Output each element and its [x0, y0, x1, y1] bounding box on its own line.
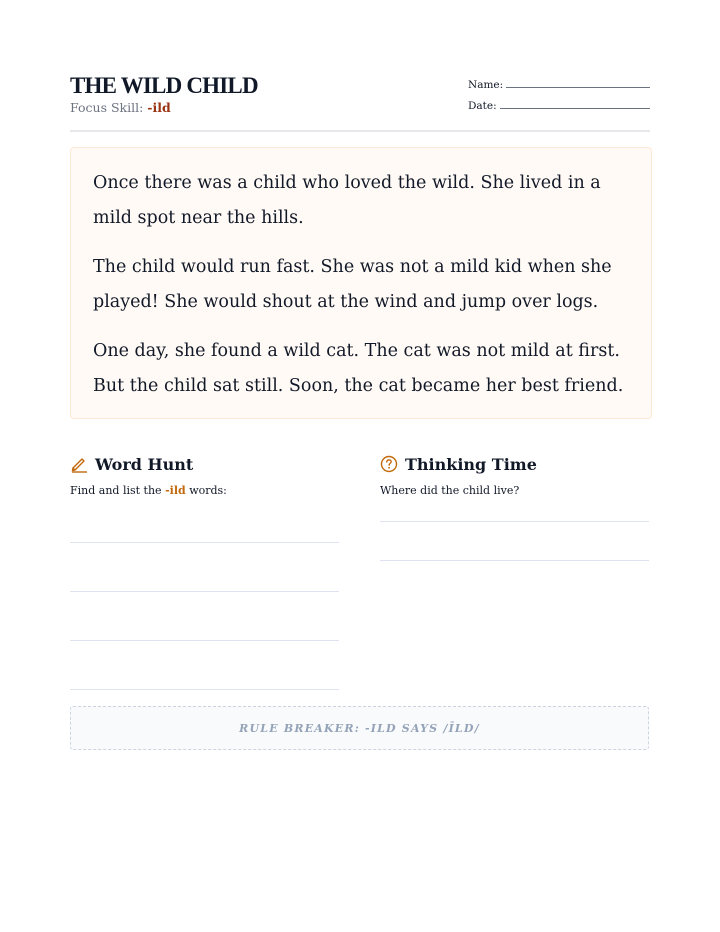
name-label: Name: — [468, 79, 504, 91]
focus-skill-value: -ild — [147, 100, 171, 115]
word-hunt-prompt-skill: -ild — [165, 484, 186, 497]
thinking-time-heading — [380, 452, 649, 476]
word-hunt-prompt-text: Find and list the — [70, 484, 162, 497]
name-line[interactable] — [506, 86, 650, 88]
name-row — [468, 70, 650, 91]
word-hunt-prompt — [70, 484, 339, 497]
thinking-time-title: Thinking Time — [405, 454, 537, 474]
word-hunt-section — [70, 452, 339, 690]
date-row — [468, 91, 650, 112]
answer-line[interactable] — [380, 521, 649, 522]
word-hunt-title: Word Hunt — [95, 454, 194, 474]
focus-skill — [70, 100, 171, 115]
story-box — [70, 147, 652, 419]
date-line[interactable] — [500, 107, 650, 109]
rule-breaker-text: RULE BREAKER: -ILD SAYS /ĪLD/ — [239, 721, 480, 735]
rule-breaker-note — [70, 706, 649, 750]
thinking-time-prompt: Where did the child live? — [380, 484, 520, 497]
worksheet-title: THE WILD CHILD — [70, 73, 258, 98]
worksheet-header — [70, 70, 650, 132]
name-date-block — [468, 70, 650, 112]
question-circle-icon — [380, 455, 398, 473]
answer-line[interactable] — [70, 689, 339, 690]
header-divider — [70, 130, 650, 132]
answer-line[interactable] — [380, 560, 649, 561]
answer-line[interactable] — [70, 542, 339, 543]
story-paragraph: The child would run fast. She was not a mild kid when she played! She would shout at the wind and jump over logs. — [93, 257, 612, 312]
story-paragraph: One day, she found a wild cat. The cat was not mild at first. But the child sat still. Soon, the cat became her best friend. — [93, 341, 624, 396]
thinking-time-section — [380, 452, 649, 561]
word-hunt-heading — [70, 452, 339, 476]
word-hunt-prompt-text-end: words: — [189, 484, 227, 497]
answer-line[interactable] — [70, 640, 339, 641]
story-paragraph: Once there was a child who loved the wild. She lived in a mild spot near the hills. — [93, 173, 601, 228]
focus-skill-label: Focus Skill: — [70, 100, 144, 115]
date-label: Date: — [468, 100, 497, 112]
pencil-icon — [70, 455, 88, 473]
answer-line[interactable] — [70, 591, 339, 592]
